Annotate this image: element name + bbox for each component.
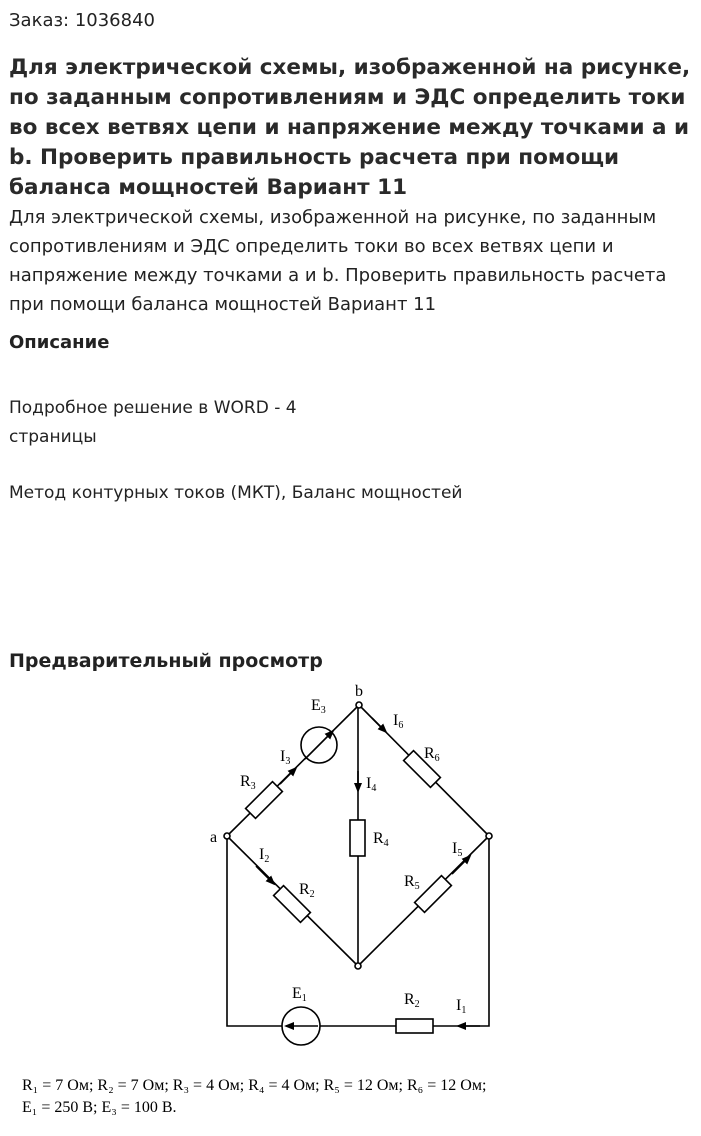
arrow-i2 bbox=[256, 866, 274, 884]
label-r3: R3 bbox=[240, 773, 256, 792]
circuit-parameters-line: R₁ = 7 Ом; R₂ = 7 Ом; R₃ = 4 Ом; R₄ = 4 Ом; R₅ = 12 Ом; R₆ = 12 Ом; bbox=[22, 1077, 487, 1094]
label-e1: E1 bbox=[292, 985, 307, 1004]
description-line: Метод контурных токов (МКТ), Баланс мощностей bbox=[9, 483, 463, 503]
arrow-i6 bbox=[372, 718, 386, 732]
circuit-diagram bbox=[0, 676, 701, 1136]
page-title: Для электрической схемы, изображенной на рисунке, по заданным сопротивлениям и ЭДС определить токи во всех ветвях цепи и напряжение между точками a и b. Проверить правильность расчета при помощи баланса мощностей Вариант 11 bbox=[9, 55, 691, 200]
label-i5: I5 bbox=[452, 840, 463, 859]
description-line: страницы bbox=[9, 427, 97, 447]
resistor-r5 bbox=[415, 876, 452, 913]
preview-heading: Предварительный просмотр bbox=[9, 650, 323, 672]
label-i2: I2 bbox=[259, 846, 270, 865]
circuit-wires bbox=[227, 705, 489, 1026]
label-r2: R2 bbox=[404, 991, 420, 1010]
resistor-r4 bbox=[350, 820, 365, 856]
node-a bbox=[224, 833, 230, 839]
resistors bbox=[246, 751, 452, 1033]
node-b-label: b bbox=[355, 683, 363, 700]
label-r6: R6 bbox=[424, 745, 440, 764]
label-i1: I1 bbox=[456, 997, 467, 1016]
resistor-r2 bbox=[396, 1019, 433, 1033]
description-heading: Описание bbox=[9, 332, 110, 353]
label-i4: I4 bbox=[366, 775, 377, 794]
label-i3: I3 bbox=[280, 748, 291, 767]
arrow-i3 bbox=[280, 768, 296, 784]
node-a-label: a bbox=[210, 829, 218, 846]
label-e3: E3 bbox=[311, 697, 326, 716]
circuit-parameters-line: E₁ = 250 В; E₃ = 100 В. bbox=[22, 1099, 177, 1116]
order-number: Заказ: 1036840 bbox=[9, 10, 155, 31]
intro-paragraph: Для электрической схемы, изображенной на рисунке, по заданным сопротивлениям и ЭДС определить токи во всех ветвях цепи и напряжение между точками a и b. Проверить правильность расчета при помощи баланса мощностей Вариант 11 bbox=[9, 207, 667, 315]
label-r4: R4 bbox=[373, 830, 389, 849]
label-r2-diagonal: R2 bbox=[299, 881, 315, 900]
node-b bbox=[356, 702, 362, 708]
label-r5: R5 bbox=[404, 873, 420, 892]
node-right bbox=[486, 833, 492, 839]
label-i6: I6 bbox=[393, 712, 404, 731]
node-bottom bbox=[355, 963, 361, 969]
description-line: Подробное решение в WORD - 4 bbox=[9, 398, 297, 418]
